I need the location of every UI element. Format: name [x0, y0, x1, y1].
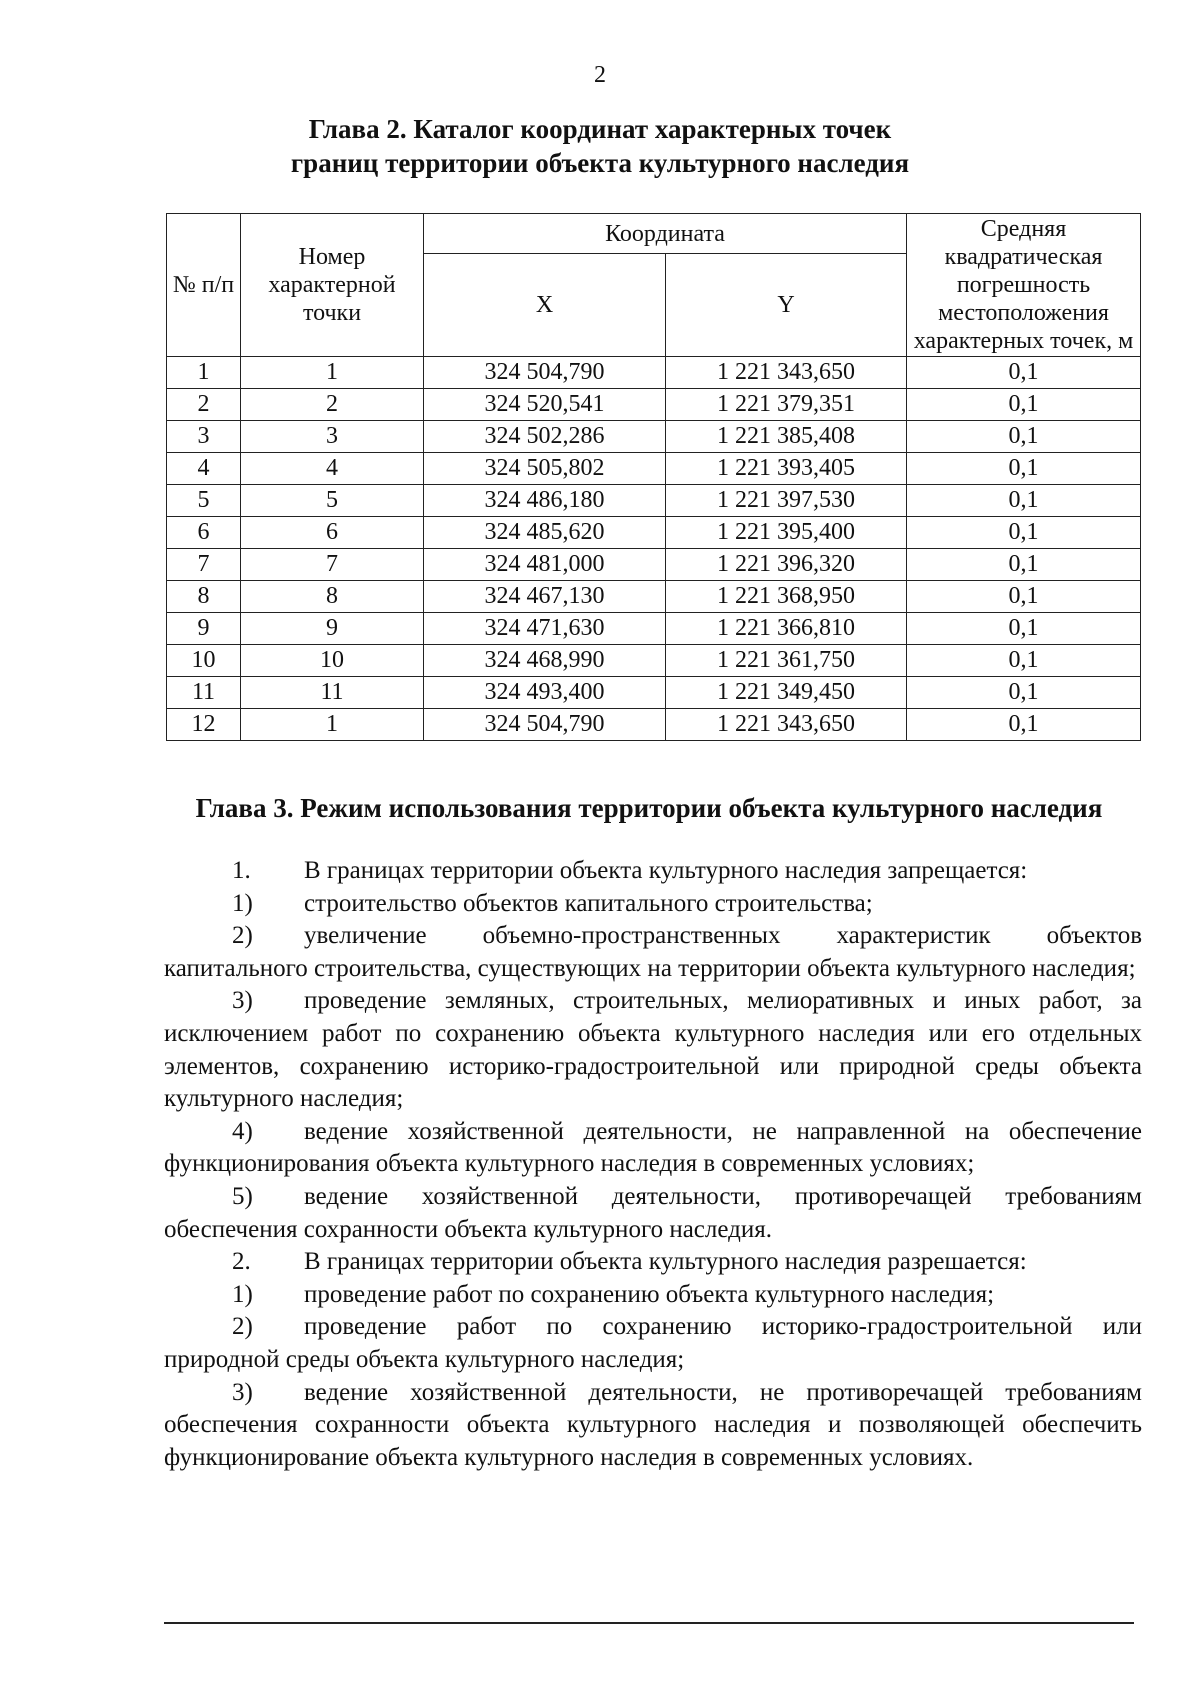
cell-x: 324 471,630 — [424, 613, 666, 645]
table-row — [167, 613, 1141, 645]
table-row — [167, 389, 1141, 421]
paragraph — [164, 1279, 1142, 1312]
paragraph — [164, 1246, 1142, 1279]
table-row — [167, 709, 1141, 741]
cell-error: 0,1 — [907, 389, 1141, 421]
paragraph — [164, 920, 1142, 985]
cell-x: 324 493,400 — [424, 677, 666, 709]
cell-x: 324 504,790 — [424, 709, 666, 741]
cell-number: 12 — [167, 709, 241, 741]
cell-number: 8 — [167, 581, 241, 613]
cell-number: 11 — [167, 677, 241, 709]
paragraph — [164, 985, 1142, 1115]
cell-y: 1 221 349,450 — [666, 677, 907, 709]
cell-point: 10 — [241, 645, 424, 677]
chapter-2-title — [0, 112, 1200, 180]
paragraph-text: В границах территории объекта культурного наследия разрешается: — [304, 1248, 1027, 1276]
cell-number: 6 — [167, 517, 241, 549]
header-number: № п/п — [167, 214, 241, 357]
cell-point: 5 — [241, 485, 424, 517]
paragraph-number: 5) — [232, 1182, 253, 1210]
paragraph-text: проведение земляных, строительных, мелиоративных и иных работ, за исключением работ по сохранению объекта культурного наследия или его отдельных элементов, сохранению историко-градостроительной или природной среды объекта культурного наследия; — [164, 987, 1142, 1113]
paragraph — [164, 855, 1142, 888]
paragraph-text: ведение хозяйственной деятельности, противоречащей требованиям обеспечения сохранности объекта культурного наследия. — [164, 1182, 1142, 1243]
cell-point: 1 — [241, 357, 424, 389]
cell-x: 324 520,541 — [424, 389, 666, 421]
header-y: Y — [666, 254, 907, 357]
cell-number: 10 — [167, 645, 241, 677]
bottom-rule — [164, 1622, 1134, 1624]
cell-y: 1 221 343,650 — [666, 357, 907, 389]
table-row — [167, 485, 1141, 517]
paragraph-number: 3) — [232, 1378, 253, 1406]
table-row — [167, 581, 1141, 613]
paragraph-text: В границах территории объекта культурного наследия запрещается: — [304, 857, 1028, 884]
cell-y: 1 221 393,405 — [666, 453, 907, 485]
table-row — [167, 453, 1141, 485]
cell-x: 324 467,130 — [424, 581, 666, 613]
cell-number: 7 — [167, 549, 241, 581]
cell-y: 1 221 397,530 — [666, 485, 907, 517]
header-point-number: Номер характерной точки — [241, 214, 424, 357]
cell-point: 2 — [241, 389, 424, 421]
paragraph — [164, 1377, 1142, 1475]
paragraph-number: 4) — [232, 1117, 253, 1145]
paragraph-number: 1) — [232, 889, 253, 917]
paragraph-number: 2) — [232, 922, 253, 950]
cell-point: 6 — [241, 517, 424, 549]
table-row — [167, 677, 1141, 709]
cell-number: 9 — [167, 613, 241, 645]
page-number: 2 — [594, 62, 606, 88]
cell-error: 0,1 — [907, 677, 1141, 709]
paragraph-number: 1. — [232, 857, 251, 884]
cell-y: 1 221 368,950 — [666, 581, 907, 613]
cell-number: 3 — [167, 421, 241, 453]
header-coordinate: Координата — [424, 214, 907, 254]
cell-x: 324 485,620 — [424, 517, 666, 549]
cell-x: 324 504,790 — [424, 357, 666, 389]
cell-y: 1 221 385,408 — [666, 421, 907, 453]
paragraph-number: 3) — [232, 987, 253, 1015]
paragraph-number: 2) — [232, 1313, 253, 1341]
cell-number: 1 — [167, 357, 241, 389]
paragraph-text: строительство объектов капитального строительства; — [304, 889, 873, 917]
table-row — [167, 357, 1141, 389]
cell-error: 0,1 — [907, 485, 1141, 517]
cell-number: 5 — [167, 485, 241, 517]
cell-error: 0,1 — [907, 357, 1141, 389]
cell-y: 1 221 395,400 — [666, 517, 907, 549]
cell-x: 324 481,000 — [424, 549, 666, 581]
cell-x: 324 468,990 — [424, 645, 666, 677]
cell-y: 1 221 379,351 — [666, 389, 907, 421]
paragraph-text: увеличение объемно-пространственных характеристик объектов капитального строительства, существующих на территории объекта культурного наследия; — [164, 922, 1142, 982]
header-mean-error: Средняя квадратическая погрешность местоположения характерных точек, м — [907, 214, 1141, 357]
cell-error: 0,1 — [907, 581, 1141, 613]
paragraph-number: 2. — [232, 1248, 251, 1276]
cell-error: 0,1 — [907, 709, 1141, 741]
coordinates-table — [166, 213, 1141, 741]
cell-y: 1 221 366,810 — [666, 613, 907, 645]
cell-point: 11 — [241, 677, 424, 709]
cell-error: 0,1 — [907, 549, 1141, 581]
chapter-3-title: Глава 3. Режим использования территории объекта культурного наследия — [195, 793, 1103, 823]
cell-x: 324 486,180 — [424, 485, 666, 517]
paragraph-text: ведение хозяйственной деятельности, не направленной на обеспечение функционирования объекта культурного наследия в современных условиях; — [164, 1117, 1142, 1178]
cell-x: 324 505,802 — [424, 453, 666, 485]
cell-error: 0,1 — [907, 421, 1141, 453]
cell-point: 7 — [241, 549, 424, 581]
chapter-2-title-line2: границ территории объекта культурного наследия — [290, 148, 910, 178]
cell-y: 1 221 343,650 — [666, 709, 907, 741]
cell-point: 4 — [241, 453, 424, 485]
cell-y: 1 221 396,320 — [666, 549, 907, 581]
paragraph — [164, 888, 1142, 921]
paragraph — [164, 1181, 1142, 1246]
paragraph-number: 1) — [232, 1280, 253, 1308]
paragraph-text: ведение хозяйственной деятельности, не противоречащей требованиям обеспечения сохранности объекта культурного наследия и позволяющей обеспечить функционирование объекта культурного наследия в современных условиях. — [164, 1378, 1142, 1471]
paragraph-text: проведение работ по сохранению историко-градостроительной или природной среды объекта культурного наследия; — [164, 1313, 1142, 1373]
paragraph-text: проведение работ по сохранению объекта культурного наследия; — [304, 1280, 995, 1308]
cell-point: 1 — [241, 709, 424, 741]
table-row — [167, 645, 1141, 677]
table-row — [167, 517, 1141, 549]
table-row — [167, 421, 1141, 453]
paragraph — [164, 1116, 1142, 1181]
paragraph — [164, 1311, 1142, 1376]
cell-point: 9 — [241, 613, 424, 645]
cell-number: 2 — [167, 389, 241, 421]
cell-y: 1 221 361,750 — [666, 645, 907, 677]
table-row — [167, 549, 1141, 581]
cell-error: 0,1 — [907, 645, 1141, 677]
header-x: X — [424, 254, 666, 357]
chapter-3-body — [164, 855, 1142, 1474]
cell-x: 324 502,286 — [424, 421, 666, 453]
cell-point: 3 — [241, 421, 424, 453]
cell-number: 4 — [167, 453, 241, 485]
cell-error: 0,1 — [907, 453, 1141, 485]
cell-error: 0,1 — [907, 517, 1141, 549]
cell-point: 8 — [241, 581, 424, 613]
cell-error: 0,1 — [907, 613, 1141, 645]
chapter-2-title-line1: Глава 2. Каталог координат характерных точек — [308, 114, 892, 144]
